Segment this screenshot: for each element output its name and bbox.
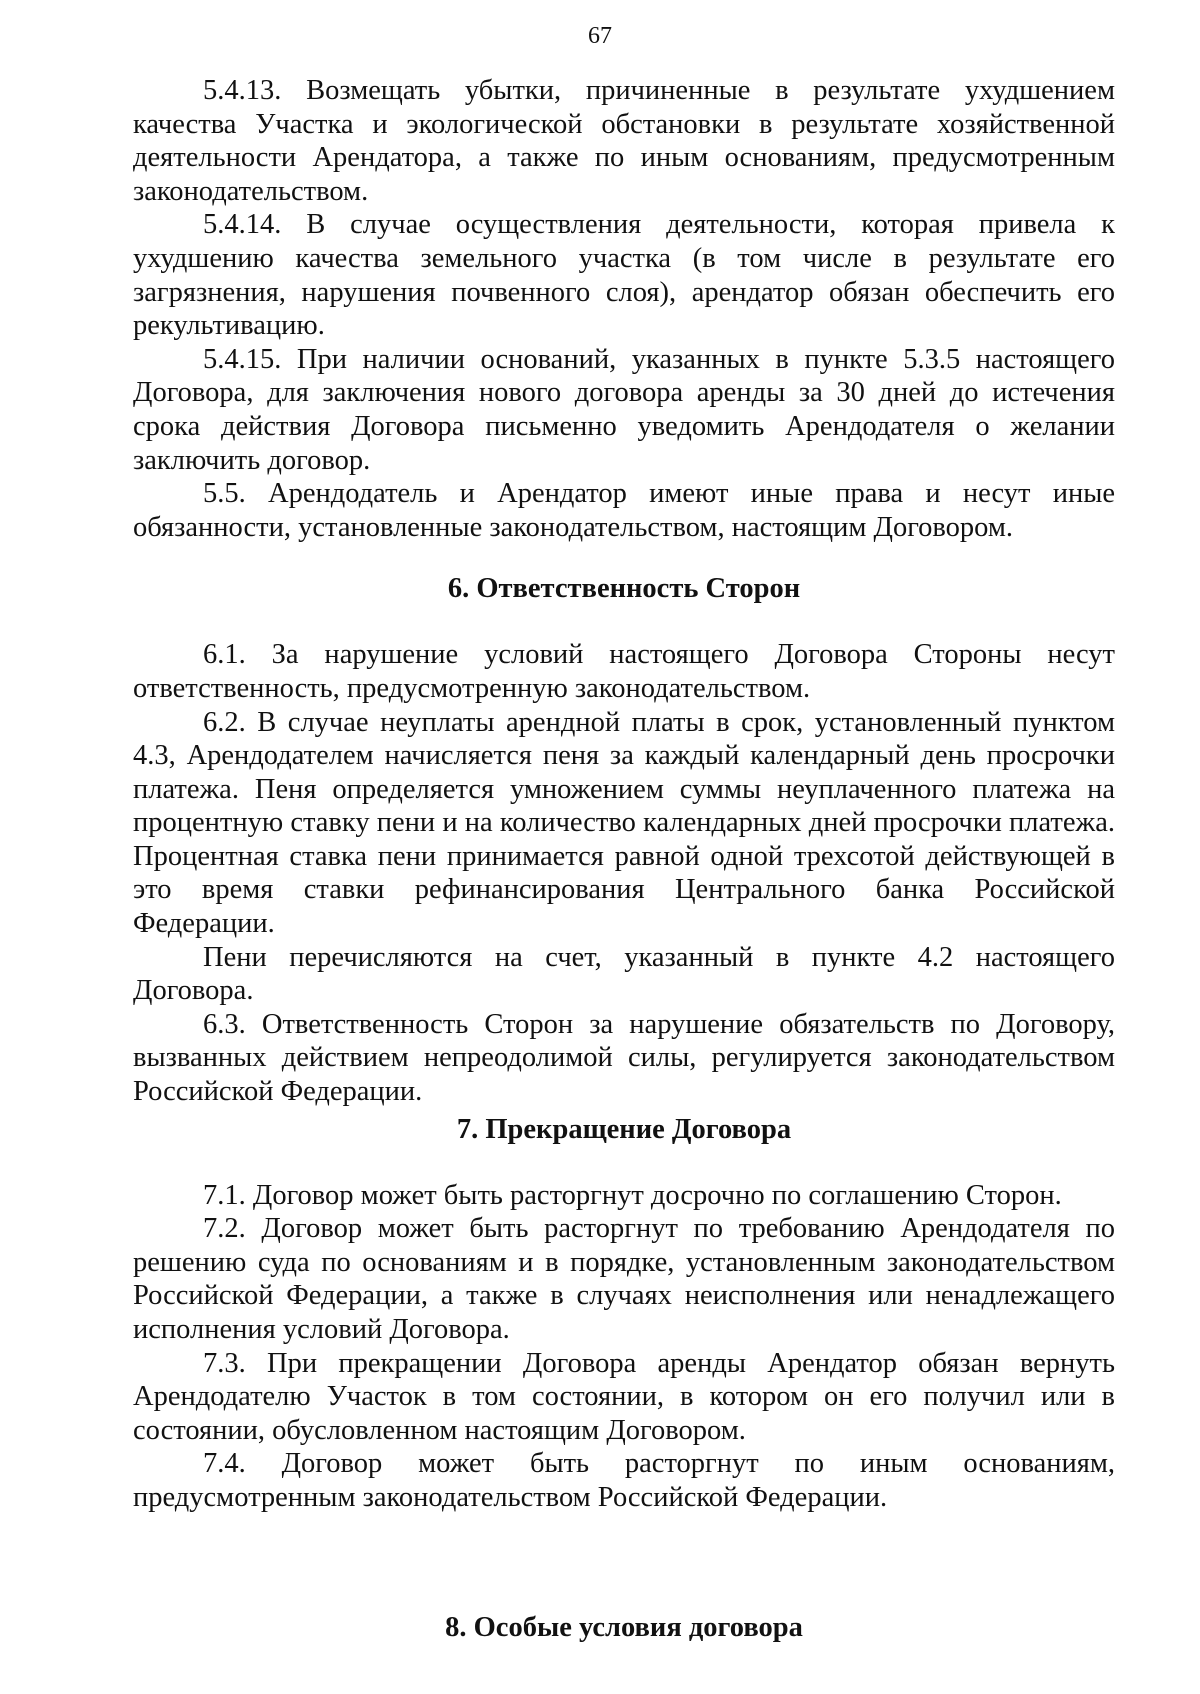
clause-6-2-penalty-note: Пени перечисляются на счет, указанный в пункте 4.2 настоящего Договора. bbox=[133, 941, 1115, 1007]
clause-5-4-14: 5.4.14. В случае осуществления деятельности, которая привела к ухудшению качества земельного участка (в том числе в результате его загрязнения, нарушения почвенного слоя), арендатор обязан обеспечить его рекультивацию. bbox=[133, 209, 1115, 342]
clause-6-1: 6.1. За нарушение условий настоящего Договора Стороны несут ответственность, предусмотренную законодательством. bbox=[133, 639, 1115, 704]
section-8-heading: 8. Особые условия договора bbox=[445, 1611, 803, 1643]
clause-7-4: 7.4. Договор может быть расторгнут по иным основаниям, предусмотренным законодательством Российской Федерации. bbox=[133, 1448, 1115, 1513]
clause-6-3: 6.3. Ответственность Сторон за нарушение обязательств по Договору, вызванных действием непреодолимой силы, регулируется законодательством Российской Федерации. bbox=[133, 1008, 1115, 1108]
clause-7-2: 7.2. Договор может быть расторгнут по требованию Арендодателя по решению суда по основаниям и в порядке, установленным законодательством Российской Федерации, а также в случаях неисполнения или ненадлежащего исполнения условий Договора. bbox=[133, 1213, 1115, 1345]
clause-7-1: 7.1. Договор может быть расторгнут досрочно по соглашению Сторон. bbox=[203, 1179, 1062, 1211]
clause-6-2: 6.2. В случае неуплаты арендной платы в срок, установленный пунктом 4.3, Арендодателем начисляется пеня за каждый календарный день просрочки платежа. Пеня определяется умножением суммы неуплаченного платежа на процентную ставку пени и на количество календарных дней просрочки платежа. Процентная ставка пени принимается равной одной трехсотой действующей в это время ставки рефинансирования Центрального банка Российской Федерации. bbox=[133, 706, 1115, 940]
clause-5-4-13: 5.4.13. Возмещать убытки, причиненные в результате ухудшением качества Участка и экологической обстановки в результате хозяйственной деятельности Арендатора, а также по иным основаниям, предусмотренным законодательством. bbox=[133, 75, 1115, 207]
section-6-heading: 6. Ответственность Сторон bbox=[447, 573, 801, 605]
page-number: 67 bbox=[588, 23, 612, 49]
document-body bbox=[133, 74, 1115, 1645]
clause-5-5: 5.5. Арендодатель и Арендатор имеют иные права и несут иные обязанности, установленные законодательством, настоящим Договором. bbox=[133, 478, 1115, 543]
section-7-heading: 7. Прекращение Договора bbox=[456, 1113, 792, 1145]
clause-5-4-15: 5.4.15. При наличии оснований, указанных в пункте 5.3.5 настоящего Договора, для заключения нового договора аренды за 30 дней до истечения срока действия Договора письменно уведомить Арендодателя о желании заключить договор. bbox=[133, 343, 1115, 476]
clause-7-3: 7.3. При прекращении Договора аренды Арендатор обязан вернуть Арендодателю Участок в том состоянии, в котором он его получил или в состоянии, обусловленном настоящим Договором. bbox=[133, 1347, 1115, 1446]
